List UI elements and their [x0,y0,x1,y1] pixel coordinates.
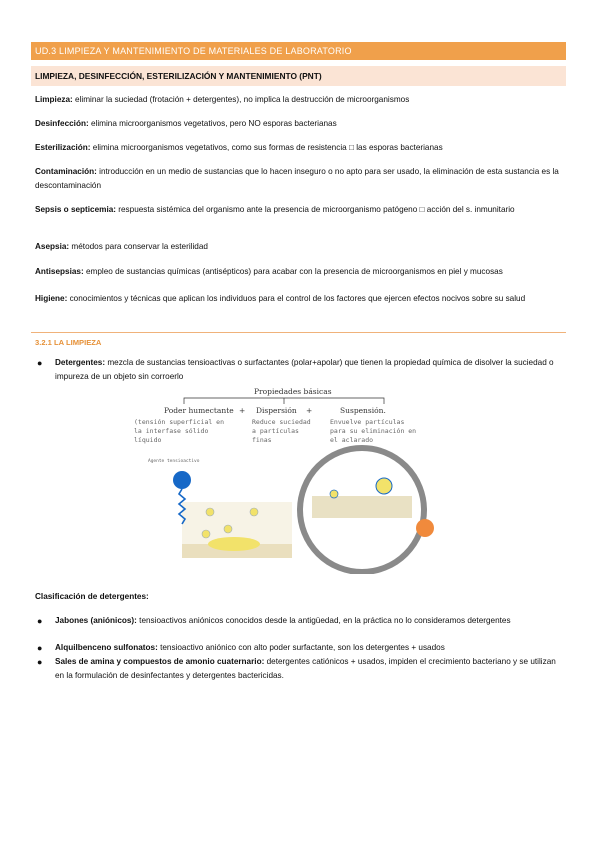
micelle-small-2 [202,530,210,538]
zoom-surface [312,496,412,518]
definition-higiene: Higiene: conocimientos y técnicas que aplican los individuos para el control de los factores que ejercen efectos nocivos sobre su salud [35,294,526,303]
col2-desc-2: a partículas [252,427,299,435]
chapter-banner: UD.3 LIMPIEZA Y MANTENIMIENTO DE MATERIALES DE LABORATORIO [31,42,566,60]
micelle-small-3 [224,525,232,533]
definition-esterilizacion: Esterilización: elimina microorganismos vegetativos, como sus formas de resistencia □ las esporas bacterianas [35,143,443,152]
classification-item-sales-amina: ● Sales de amina y compuestos de amonio cuaternario: detergentes catiónicos + usados, impiden el crecimiento bacteriano y se utilizan en la formulación de desinfectantes y detergentes bactericidas. [37,657,556,680]
classification-item-jabones: ● Jabones (aniónicos): tensioactivos aniónicos conocidos desde la antigüedad, en la práctica no lo consideramos detergentes [37,616,511,626]
decorative-dot [416,519,434,537]
detergent-properties-figure [134,384,434,574]
col3-desc-3: el aclarado [330,436,374,444]
figure-title: Propiedades básicas [254,387,332,396]
col3-title: Suspensión. [340,406,386,415]
col1-desc-3: líquido [134,436,162,444]
col1-desc-1: (tensión superficial en [134,418,225,426]
col3-desc-2: para su eliminación en [330,427,417,435]
section-divider [31,332,566,333]
bullet-icon: ● [37,657,43,667]
section-subheading: LIMPIEZA, DESINFECCIÓN, ESTERILIZACIÓN Y MANTENIMIENTO (PNT) [31,66,566,86]
definition-desinfeccion: Desinfección: elimina microorganismos vegetativos, pero NO esporas bacterianas [35,119,337,128]
definition-asepsia: Asepsia: métodos para conservar la esterilidad [35,242,208,251]
surfactant-label: Agente tensioactivo [148,459,200,464]
col2-title: Dispersión [256,406,297,415]
classification-item-alquilbenceno: ● Alquilbenceno sulfonatos: tensioactivo aniónico con alto poder surfactante, son los detergentes + usados [37,643,445,653]
bullet-icon: ● [37,643,43,653]
figure-bracket [184,398,384,404]
definition-limpieza: Limpieza: eliminar la suciedad (frotación + detergentes), no implica la destrucción de microorganismos [35,95,410,104]
surfactant-head [173,471,191,489]
definition-sepsis: Sepsis o septicemia: respuesta sistémica del organismo ante la presencia de microorganismo patógeno □ acción del s. inmunitario [35,205,515,214]
col2-desc-1: Reduce suciedad [252,418,311,426]
bullet-icon: ● [37,358,43,368]
col2-desc-3: finas [252,436,272,444]
col1-desc-2: la interfase sólido [134,427,209,435]
bullet-icon: ● [37,616,43,626]
col1-title: Poder humectante [164,406,234,415]
definition-contaminacion: Contaminación: introducción en un medio de sustancias que lo hacen inseguro o no apto para ser usado, la eliminación de esta sustancia es la descontaminación [35,167,559,190]
figure-svg [134,384,434,574]
micelle-small-4 [250,508,258,516]
definition-antisepsias: Antisepsias: empleo de sustancias químicas (antisépticos) para acabar con la presencia de microorganismos en piel y mucosas [35,267,503,276]
bullet-detergentes: ● Detergentes: mezcla de sustancias tensioactivas o surfactantes (polar+apolar) que tienen la propiedad química de disolver la suciedad o impureza de un objeto sin corroerlo [37,358,554,381]
zoom-micelle-small [330,490,338,498]
col2-plus: + [306,406,313,415]
micelle-small-1 [206,508,214,516]
col3-desc-1: Envuelve partículas [330,418,405,426]
section-title: 3.2.1 LA LIMPIEZA [35,338,102,347]
col1-plus: + [239,406,246,415]
zoom-micelle [376,478,392,494]
dirt-particle [208,537,260,551]
classification-title: Clasificación de detergentes: [35,592,149,601]
